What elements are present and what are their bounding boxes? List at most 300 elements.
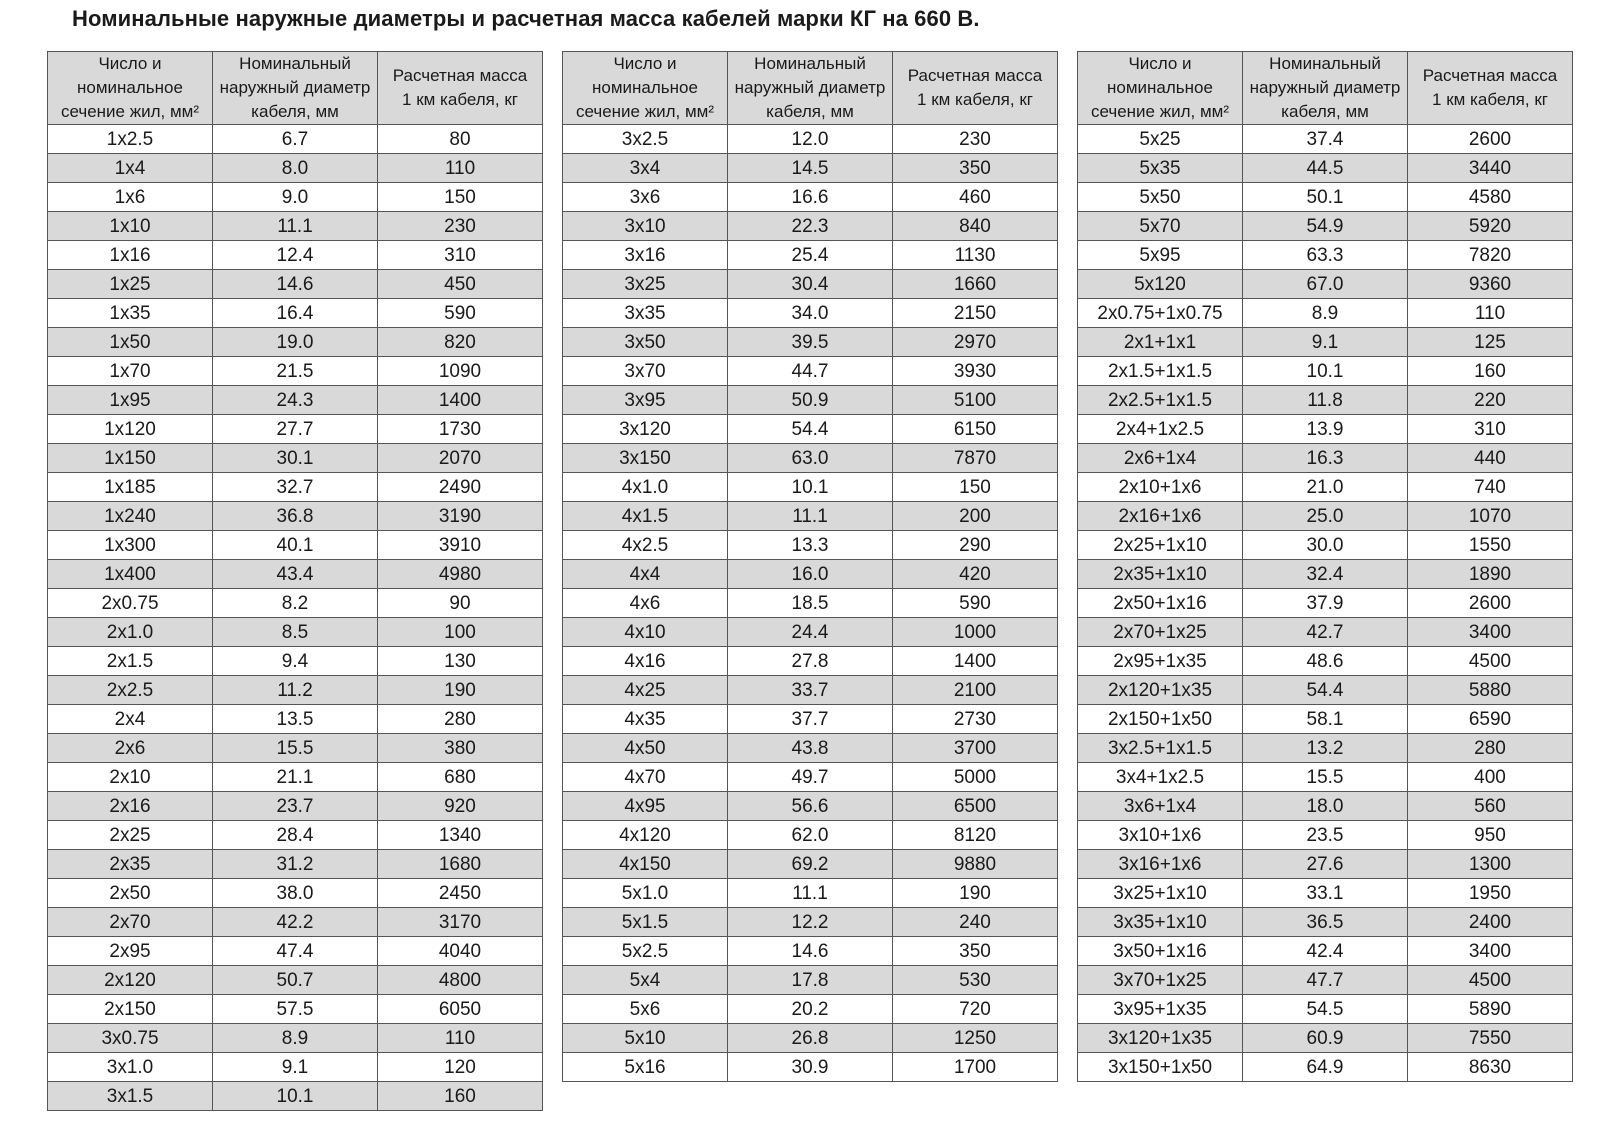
cores-section-cell: 4x1.5	[563, 502, 728, 531]
table-row	[1078, 299, 1573, 328]
table-row	[48, 1082, 543, 1111]
cores-section-cell: 3x70	[563, 357, 728, 386]
table-row	[1078, 850, 1573, 879]
outer-diameter-cell: 44.5	[1243, 154, 1408, 183]
outer-diameter-cell: 16.4	[213, 299, 378, 328]
mass-cell: 590	[378, 299, 543, 328]
cores-section-cell: 3x25+1x10	[1078, 879, 1243, 908]
outer-diameter-cell: 10.1	[1243, 357, 1408, 386]
cores-section-cell: 2x1.0	[48, 618, 213, 647]
outer-diameter-cell: 32.7	[213, 473, 378, 502]
outer-diameter-cell: 13.2	[1243, 734, 1408, 763]
cores-section-cell: 4x150	[563, 850, 728, 879]
mass-cell: 7550	[1408, 1024, 1573, 1053]
cores-section-cell: 3x120	[563, 415, 728, 444]
outer-diameter-cell: 50.1	[1243, 183, 1408, 212]
cores-section-cell: 3x120+1x35	[1078, 1024, 1243, 1053]
mass-cell: 820	[378, 328, 543, 357]
outer-diameter-cell: 23.5	[1243, 821, 1408, 850]
outer-diameter-cell: 20.2	[728, 995, 893, 1024]
table-row	[563, 415, 1058, 444]
outer-diameter-cell: 33.7	[728, 676, 893, 705]
outer-diameter-cell: 26.8	[728, 1024, 893, 1053]
table-row	[1078, 676, 1573, 705]
mass-cell: 100	[378, 618, 543, 647]
outer-diameter-cell: 37.9	[1243, 589, 1408, 618]
outer-diameter-cell: 8.5	[213, 618, 378, 647]
cores-section-cell: 2x150+1x50	[1078, 705, 1243, 734]
table-row	[1078, 966, 1573, 995]
table-row	[1078, 560, 1573, 589]
mass-cell: 240	[893, 908, 1058, 937]
outer-diameter-cell: 57.5	[213, 995, 378, 1024]
table-row	[1078, 647, 1573, 676]
cores-section-cell: 5x120	[1078, 270, 1243, 299]
mass-cell: 1950	[1408, 879, 1573, 908]
cores-section-cell: 5x95	[1078, 241, 1243, 270]
cores-section-cell: 2x1.5+1x1.5	[1078, 357, 1243, 386]
outer-diameter-cell: 30.0	[1243, 531, 1408, 560]
cores-section-cell: 4x16	[563, 647, 728, 676]
table-row	[563, 1024, 1058, 1053]
header-mass-per-km: Расчетная масса 1 км кабеля, кг	[378, 52, 543, 125]
table-row	[1078, 154, 1573, 183]
table-row	[1078, 357, 1573, 386]
table-row	[48, 183, 543, 212]
table-row	[48, 386, 543, 415]
mass-cell: 380	[378, 734, 543, 763]
cores-section-cell: 3x35	[563, 299, 728, 328]
outer-diameter-cell: 8.0	[213, 154, 378, 183]
table-row	[48, 792, 543, 821]
outer-diameter-cell: 10.1	[213, 1082, 378, 1111]
mass-cell: 3190	[378, 502, 543, 531]
mass-cell: 110	[378, 154, 543, 183]
mass-cell: 130	[378, 647, 543, 676]
mass-cell: 2150	[893, 299, 1058, 328]
mass-cell: 200	[893, 502, 1058, 531]
cores-section-cell: 3x4+1x2.5	[1078, 763, 1243, 792]
cores-section-cell: 2x35	[48, 850, 213, 879]
cores-section-cell: 2x95	[48, 937, 213, 966]
mass-cell: 1680	[378, 850, 543, 879]
outer-diameter-cell: 27.6	[1243, 850, 1408, 879]
table-row	[1078, 125, 1573, 154]
cores-section-cell: 2x35+1x10	[1078, 560, 1243, 589]
mass-cell: 150	[378, 183, 543, 212]
table-row	[48, 879, 543, 908]
outer-diameter-cell: 9.4	[213, 647, 378, 676]
mass-cell: 1660	[893, 270, 1058, 299]
cores-section-cell: 3x10	[563, 212, 728, 241]
table-row	[1078, 705, 1573, 734]
cores-section-cell: 5x25	[1078, 125, 1243, 154]
outer-diameter-cell: 13.5	[213, 705, 378, 734]
mass-cell: 1730	[378, 415, 543, 444]
table-row	[48, 357, 543, 386]
mass-cell: 3440	[1408, 154, 1573, 183]
cores-section-cell: 4x4	[563, 560, 728, 589]
outer-diameter-cell: 9.1	[1243, 328, 1408, 357]
table-row	[563, 1053, 1058, 1082]
mass-cell: 8630	[1408, 1053, 1573, 1082]
mass-cell: 4800	[378, 966, 543, 995]
outer-diameter-cell: 18.5	[728, 589, 893, 618]
outer-diameter-cell: 54.5	[1243, 995, 1408, 1024]
table-row	[1078, 995, 1573, 1024]
cores-section-cell: 2x6	[48, 734, 213, 763]
table-row	[563, 966, 1058, 995]
table-row	[1078, 821, 1573, 850]
table-row	[563, 676, 1058, 705]
mass-cell: 450	[378, 270, 543, 299]
table-row	[48, 966, 543, 995]
cable-table-2	[562, 51, 1058, 1082]
mass-cell: 3930	[893, 357, 1058, 386]
table-header-row	[1078, 52, 1573, 125]
outer-diameter-cell: 42.2	[213, 908, 378, 937]
outer-diameter-cell: 17.8	[728, 966, 893, 995]
mass-cell: 4580	[1408, 183, 1573, 212]
mass-cell: 1340	[378, 821, 543, 850]
table-row	[48, 734, 543, 763]
mass-cell: 6050	[378, 995, 543, 1024]
header-outer-diameter: Номинальный наружный диаметр кабеля, мм	[213, 52, 378, 125]
table-row	[1078, 792, 1573, 821]
outer-diameter-cell: 11.1	[728, 879, 893, 908]
cores-section-cell: 3x50+1x16	[1078, 937, 1243, 966]
outer-diameter-cell: 13.3	[728, 531, 893, 560]
cores-section-cell: 1x120	[48, 415, 213, 444]
header-cores-section: Число и номинальное сечение жил, мм²	[563, 52, 728, 125]
mass-cell: 4040	[378, 937, 543, 966]
table-row	[1078, 415, 1573, 444]
table-row	[48, 241, 543, 270]
outer-diameter-cell: 25.4	[728, 241, 893, 270]
table-row	[48, 676, 543, 705]
outer-diameter-cell: 21.1	[213, 763, 378, 792]
mass-cell: 1250	[893, 1024, 1058, 1053]
mass-cell: 290	[893, 531, 1058, 560]
outer-diameter-cell: 69.2	[728, 850, 893, 879]
table-row	[1078, 1024, 1573, 1053]
table-row	[563, 473, 1058, 502]
outer-diameter-cell: 8.2	[213, 589, 378, 618]
outer-diameter-cell: 16.3	[1243, 444, 1408, 473]
mass-cell: 80	[378, 125, 543, 154]
cores-section-cell: 3x1.5	[48, 1082, 213, 1111]
mass-cell: 280	[1408, 734, 1573, 763]
cores-section-cell: 3x1.0	[48, 1053, 213, 1082]
outer-diameter-cell: 36.5	[1243, 908, 1408, 937]
table-row	[48, 763, 543, 792]
table-row	[563, 270, 1058, 299]
cores-section-cell: 5x1.0	[563, 879, 728, 908]
mass-cell: 6150	[893, 415, 1058, 444]
mass-cell: 125	[1408, 328, 1573, 357]
outer-diameter-cell: 8.9	[1243, 299, 1408, 328]
cores-section-cell: 3x6	[563, 183, 728, 212]
outer-diameter-cell: 24.3	[213, 386, 378, 415]
mass-cell: 590	[893, 589, 1058, 618]
mass-cell: 5890	[1408, 995, 1573, 1024]
mass-cell: 110	[1408, 299, 1573, 328]
table-row	[1078, 937, 1573, 966]
outer-diameter-cell: 9.1	[213, 1053, 378, 1082]
mass-cell: 120	[378, 1053, 543, 1082]
outer-diameter-cell: 47.4	[213, 937, 378, 966]
outer-diameter-cell: 16.6	[728, 183, 893, 212]
outer-diameter-cell: 30.1	[213, 444, 378, 473]
cores-section-cell: 3x150+1x50	[1078, 1053, 1243, 1082]
table-row	[1078, 1053, 1573, 1082]
cores-section-cell: 2x70	[48, 908, 213, 937]
table-row	[563, 705, 1058, 734]
outer-diameter-cell: 63.3	[1243, 241, 1408, 270]
cores-section-cell: 3x150	[563, 444, 728, 473]
mass-cell: 1700	[893, 1053, 1058, 1082]
cores-section-cell: 1x35	[48, 299, 213, 328]
outer-diameter-cell: 63.0	[728, 444, 893, 473]
cores-section-cell: 4x10	[563, 618, 728, 647]
cores-section-cell: 4x2.5	[563, 531, 728, 560]
cores-section-cell: 1x240	[48, 502, 213, 531]
outer-diameter-cell: 11.8	[1243, 386, 1408, 415]
mass-cell: 950	[1408, 821, 1573, 850]
mass-cell: 9360	[1408, 270, 1573, 299]
mass-cell: 560	[1408, 792, 1573, 821]
table-row	[563, 850, 1058, 879]
outer-diameter-cell: 21.5	[213, 357, 378, 386]
mass-cell: 7870	[893, 444, 1058, 473]
header-outer-diameter: Номинальный наружный диаметр кабеля, мм	[1243, 52, 1408, 125]
outer-diameter-cell: 11.2	[213, 676, 378, 705]
table-row	[48, 502, 543, 531]
cores-section-cell: 5x2.5	[563, 937, 728, 966]
mass-cell: 6500	[893, 792, 1058, 821]
outer-diameter-cell: 30.4	[728, 270, 893, 299]
outer-diameter-cell: 67.0	[1243, 270, 1408, 299]
cores-section-cell: 4x50	[563, 734, 728, 763]
outer-diameter-cell: 11.1	[728, 502, 893, 531]
cores-section-cell: 2x50+1x16	[1078, 589, 1243, 618]
outer-diameter-cell: 50.9	[728, 386, 893, 415]
mass-cell: 840	[893, 212, 1058, 241]
outer-diameter-cell: 14.6	[213, 270, 378, 299]
cores-section-cell: 2x6+1x4	[1078, 444, 1243, 473]
table-row	[48, 212, 543, 241]
mass-cell: 1400	[893, 647, 1058, 676]
cores-section-cell: 3x6+1x4	[1078, 792, 1243, 821]
mass-cell: 7820	[1408, 241, 1573, 270]
outer-diameter-cell: 12.0	[728, 125, 893, 154]
mass-cell: 2400	[1408, 908, 1573, 937]
cores-section-cell: 2x25	[48, 821, 213, 850]
table-row	[563, 618, 1058, 647]
cores-section-cell: 1x400	[48, 560, 213, 589]
cores-section-cell: 2x25+1x10	[1078, 531, 1243, 560]
outer-diameter-cell: 39.5	[728, 328, 893, 357]
mass-cell: 3400	[1408, 618, 1573, 647]
mass-cell: 5880	[1408, 676, 1573, 705]
mass-cell: 740	[1408, 473, 1573, 502]
outer-diameter-cell: 60.9	[1243, 1024, 1408, 1053]
mass-cell: 310	[378, 241, 543, 270]
cores-section-cell: 1x2.5	[48, 125, 213, 154]
outer-diameter-cell: 23.7	[213, 792, 378, 821]
table-row	[48, 850, 543, 879]
mass-cell: 9880	[893, 850, 1058, 879]
table-row	[1078, 763, 1573, 792]
cores-section-cell: 1x185	[48, 473, 213, 502]
mass-cell: 350	[893, 937, 1058, 966]
mass-cell: 3700	[893, 734, 1058, 763]
outer-diameter-cell: 12.2	[728, 908, 893, 937]
table-row	[563, 386, 1058, 415]
table-row	[563, 502, 1058, 531]
cores-section-cell: 1x25	[48, 270, 213, 299]
cores-section-cell: 2x1+1x1	[1078, 328, 1243, 357]
mass-cell: 440	[1408, 444, 1573, 473]
cores-section-cell: 3x95	[563, 386, 728, 415]
table-row	[1078, 589, 1573, 618]
outer-diameter-cell: 25.0	[1243, 502, 1408, 531]
mass-cell: 1550	[1408, 531, 1573, 560]
table-row	[48, 589, 543, 618]
mass-cell: 4980	[378, 560, 543, 589]
mass-cell: 3400	[1408, 937, 1573, 966]
mass-cell: 160	[1408, 357, 1573, 386]
mass-cell: 310	[1408, 415, 1573, 444]
cores-section-cell: 2x95+1x35	[1078, 647, 1243, 676]
cores-section-cell: 1x95	[48, 386, 213, 415]
mass-cell: 230	[893, 125, 1058, 154]
cores-section-cell: 3x2.5	[563, 125, 728, 154]
table-row	[563, 995, 1058, 1024]
outer-diameter-cell: 54.9	[1243, 212, 1408, 241]
mass-cell: 190	[893, 879, 1058, 908]
cores-section-cell: 3x70+1x25	[1078, 966, 1243, 995]
cores-section-cell: 2x2.5	[48, 676, 213, 705]
mass-cell: 150	[893, 473, 1058, 502]
table-header-row	[563, 52, 1058, 125]
cable-table-1	[47, 51, 543, 1111]
outer-diameter-cell: 19.0	[213, 328, 378, 357]
mass-cell: 1090	[378, 357, 543, 386]
mass-cell: 8120	[893, 821, 1058, 850]
mass-cell: 6590	[1408, 705, 1573, 734]
mass-cell: 2070	[378, 444, 543, 473]
table-row	[1078, 328, 1573, 357]
cores-section-cell: 3x4	[563, 154, 728, 183]
mass-cell: 190	[378, 676, 543, 705]
table-row	[563, 937, 1058, 966]
outer-diameter-cell: 49.7	[728, 763, 893, 792]
table-row	[48, 647, 543, 676]
cores-section-cell: 1x10	[48, 212, 213, 241]
table-row	[1078, 212, 1573, 241]
outer-diameter-cell: 62.0	[728, 821, 893, 850]
cores-section-cell: 3x25	[563, 270, 728, 299]
outer-diameter-cell: 48.6	[1243, 647, 1408, 676]
cores-section-cell: 2x0.75+1x0.75	[1078, 299, 1243, 328]
cores-section-cell: 1x150	[48, 444, 213, 473]
mass-cell: 1000	[893, 618, 1058, 647]
table-row	[563, 560, 1058, 589]
table-row	[48, 937, 543, 966]
mass-cell: 2730	[893, 705, 1058, 734]
cores-section-cell: 2x2.5+1x1.5	[1078, 386, 1243, 415]
outer-diameter-cell: 21.0	[1243, 473, 1408, 502]
outer-diameter-cell: 34.0	[728, 299, 893, 328]
cores-section-cell: 4x70	[563, 763, 728, 792]
outer-diameter-cell: 8.9	[213, 1024, 378, 1053]
table-row	[563, 589, 1058, 618]
outer-diameter-cell: 56.6	[728, 792, 893, 821]
table-row	[48, 1024, 543, 1053]
mass-cell: 420	[893, 560, 1058, 589]
mass-cell: 4500	[1408, 647, 1573, 676]
outer-diameter-cell: 27.7	[213, 415, 378, 444]
outer-diameter-cell: 54.4	[728, 415, 893, 444]
outer-diameter-cell: 16.0	[728, 560, 893, 589]
table-row	[48, 908, 543, 937]
mass-cell: 90	[378, 589, 543, 618]
outer-diameter-cell: 15.5	[213, 734, 378, 763]
mass-cell: 160	[378, 1082, 543, 1111]
outer-diameter-cell: 31.2	[213, 850, 378, 879]
cores-section-cell: 2x4+1x2.5	[1078, 415, 1243, 444]
header-mass-per-km: Расчетная масса 1 км кабеля, кг	[1408, 52, 1573, 125]
cores-section-cell: 5x16	[563, 1053, 728, 1082]
outer-diameter-cell: 58.1	[1243, 705, 1408, 734]
cores-section-cell: 2x16+1x6	[1078, 502, 1243, 531]
outer-diameter-cell: 13.9	[1243, 415, 1408, 444]
cores-section-cell: 3x0.75	[48, 1024, 213, 1053]
outer-diameter-cell: 43.8	[728, 734, 893, 763]
outer-diameter-cell: 27.8	[728, 647, 893, 676]
cores-section-cell: 5x4	[563, 966, 728, 995]
table-row	[1078, 531, 1573, 560]
outer-diameter-cell: 30.9	[728, 1053, 893, 1082]
mass-cell: 5100	[893, 386, 1058, 415]
cores-section-cell: 3x50	[563, 328, 728, 357]
cores-section-cell: 4x95	[563, 792, 728, 821]
table-row	[563, 444, 1058, 473]
table-header-row	[48, 52, 543, 125]
cable-table-3	[1077, 51, 1573, 1082]
mass-cell: 2600	[1408, 589, 1573, 618]
table-row	[1078, 241, 1573, 270]
mass-cell: 720	[893, 995, 1058, 1024]
cores-section-cell: 1x300	[48, 531, 213, 560]
mass-cell: 460	[893, 183, 1058, 212]
table-row	[563, 647, 1058, 676]
page-title: Номинальные наружные диаметры и расчетная масса кабелей марки КГ на 660 В.	[72, 6, 980, 31]
mass-cell: 1300	[1408, 850, 1573, 879]
outer-diameter-cell: 38.0	[213, 879, 378, 908]
outer-diameter-cell: 32.4	[1243, 560, 1408, 589]
table-row	[563, 792, 1058, 821]
header-mass-per-km: Расчетная масса 1 км кабеля, кг	[893, 52, 1058, 125]
table-row	[1078, 502, 1573, 531]
cores-section-cell: 1x50	[48, 328, 213, 357]
outer-diameter-cell: 22.3	[728, 212, 893, 241]
cores-section-cell: 5x1.5	[563, 908, 728, 937]
mass-cell: 2600	[1408, 125, 1573, 154]
header-cores-section: Число и номинальное сечение жил, мм²	[1078, 52, 1243, 125]
mass-cell: 5000	[893, 763, 1058, 792]
